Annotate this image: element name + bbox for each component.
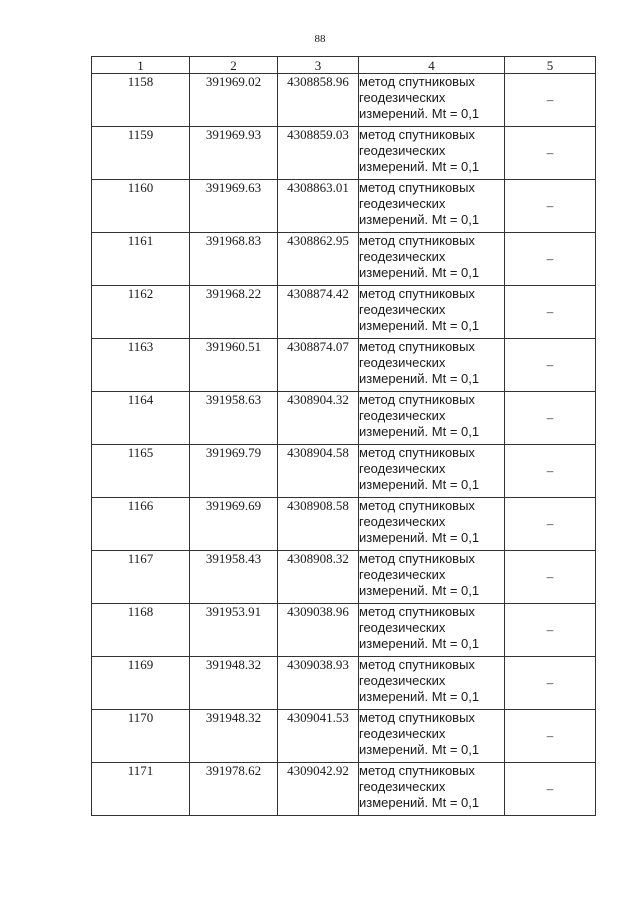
y-coordinate: 4308863.01 xyxy=(278,180,359,233)
y-coordinate: 4309042.92 xyxy=(278,763,359,816)
method-line: геодезических xyxy=(359,249,446,264)
point-number: 1159 xyxy=(92,127,190,180)
method-line: метод спутниковых xyxy=(359,498,475,513)
measurement-method xyxy=(359,392,505,445)
measurement-method xyxy=(359,763,505,816)
table-body xyxy=(92,74,596,816)
point-number: 1161 xyxy=(92,233,190,286)
measurement-method xyxy=(359,445,505,498)
method-line: геодезических xyxy=(359,90,446,105)
x-coordinate: 391953.91 xyxy=(190,604,278,657)
y-coordinate: 4308862.95 xyxy=(278,233,359,286)
table-row xyxy=(92,604,596,657)
method-line: геодезических xyxy=(359,620,446,635)
method-line: метод спутниковых xyxy=(359,233,475,248)
point-number: 1165 xyxy=(92,445,190,498)
note-value: – xyxy=(505,710,596,763)
method-line: геодезических xyxy=(359,408,446,423)
x-coordinate: 391968.83 xyxy=(190,233,278,286)
point-number: 1160 xyxy=(92,180,190,233)
measurement-method xyxy=(359,551,505,604)
method-line: метод спутниковых xyxy=(359,180,475,195)
method-line: измерений. Mt = 0,1 xyxy=(359,530,480,545)
point-number: 1158 xyxy=(92,74,190,127)
method-line: метод спутниковых xyxy=(359,763,475,778)
measurement-method xyxy=(359,233,505,286)
header-row xyxy=(92,57,596,74)
x-coordinate: 391978.62 xyxy=(190,763,278,816)
measurement-method xyxy=(359,74,505,127)
note-value: – xyxy=(505,339,596,392)
note-value: – xyxy=(505,74,596,127)
y-coordinate: 4308858.96 xyxy=(278,74,359,127)
note-value: – xyxy=(505,657,596,710)
note-value: – xyxy=(505,763,596,816)
note-value: – xyxy=(505,180,596,233)
method-line: геодезических xyxy=(359,143,446,158)
column-header-3: 3 xyxy=(278,57,359,74)
table-row xyxy=(92,233,596,286)
column-header-5: 5 xyxy=(505,57,596,74)
method-line: метод спутниковых xyxy=(359,445,475,460)
y-coordinate: 4309041.53 xyxy=(278,710,359,763)
point-number: 1170 xyxy=(92,710,190,763)
method-line: измерений. Mt = 0,1 xyxy=(359,159,480,174)
method-line: геодезических xyxy=(359,673,446,688)
x-coordinate: 391948.32 xyxy=(190,710,278,763)
method-line: метод спутниковых xyxy=(359,392,475,407)
method-line: измерений. Mt = 0,1 xyxy=(359,106,480,121)
method-line: метод спутниковых xyxy=(359,74,475,89)
x-coordinate: 391969.69 xyxy=(190,498,278,551)
y-coordinate: 4308908.32 xyxy=(278,551,359,604)
method-line: измерений. Mt = 0,1 xyxy=(359,583,480,598)
x-coordinate: 391969.93 xyxy=(190,127,278,180)
method-line: измерений. Mt = 0,1 xyxy=(359,212,480,227)
note-value: – xyxy=(505,233,596,286)
method-line: геодезических xyxy=(359,355,446,370)
table-row xyxy=(92,180,596,233)
measurement-method xyxy=(359,498,505,551)
y-coordinate: 4308904.58 xyxy=(278,445,359,498)
note-value: – xyxy=(505,604,596,657)
method-line: метод спутниковых xyxy=(359,657,475,672)
method-line: измерений. Mt = 0,1 xyxy=(359,318,480,333)
x-coordinate: 391968.22 xyxy=(190,286,278,339)
method-line: метод спутниковых xyxy=(359,127,475,142)
y-coordinate: 4309038.93 xyxy=(278,657,359,710)
method-line: измерений. Mt = 0,1 xyxy=(359,477,480,492)
method-line: метод спутниковых xyxy=(359,710,475,725)
point-number: 1162 xyxy=(92,286,190,339)
method-line: измерений. Mt = 0,1 xyxy=(359,371,480,386)
column-header-4: 4 xyxy=(359,57,505,74)
y-coordinate: 4308904.32 xyxy=(278,392,359,445)
table-row xyxy=(92,763,596,816)
method-line: геодезических xyxy=(359,567,446,582)
column-header-2: 2 xyxy=(190,57,278,74)
x-coordinate: 391969.79 xyxy=(190,445,278,498)
x-coordinate: 391969.63 xyxy=(190,180,278,233)
measurement-method xyxy=(359,339,505,392)
note-value: – xyxy=(505,392,596,445)
table-header xyxy=(92,57,596,74)
x-coordinate: 391948.32 xyxy=(190,657,278,710)
method-line: метод спутниковых xyxy=(359,604,475,619)
x-coordinate: 391958.63 xyxy=(190,392,278,445)
table-row xyxy=(92,74,596,127)
point-number: 1167 xyxy=(92,551,190,604)
measurement-method xyxy=(359,127,505,180)
y-coordinate: 4309038.96 xyxy=(278,604,359,657)
point-number: 1168 xyxy=(92,604,190,657)
method-line: геодезических xyxy=(359,302,446,317)
table-row xyxy=(92,339,596,392)
method-line: измерений. Mt = 0,1 xyxy=(359,265,480,280)
table-row xyxy=(92,127,596,180)
method-line: измерений. Mt = 0,1 xyxy=(359,424,480,439)
y-coordinate: 4308874.07 xyxy=(278,339,359,392)
note-value: – xyxy=(505,551,596,604)
method-line: геодезических xyxy=(359,461,446,476)
measurement-method xyxy=(359,286,505,339)
note-value: – xyxy=(505,498,596,551)
page-number: 88 xyxy=(314,33,326,45)
coordinates-table xyxy=(91,56,596,816)
method-line: геодезических xyxy=(359,514,446,529)
measurement-method xyxy=(359,710,505,763)
table-row xyxy=(92,551,596,604)
method-line: измерений. Mt = 0,1 xyxy=(359,795,480,810)
point-number: 1171 xyxy=(92,763,190,816)
column-header-1: 1 xyxy=(92,57,190,74)
method-line: геодезических xyxy=(359,196,446,211)
point-number: 1164 xyxy=(92,392,190,445)
method-line: измерений. Mt = 0,1 xyxy=(359,636,480,651)
measurement-method xyxy=(359,604,505,657)
method-line: метод спутниковых xyxy=(359,286,475,301)
x-coordinate: 391969.02 xyxy=(190,74,278,127)
point-number: 1166 xyxy=(92,498,190,551)
y-coordinate: 4308908.58 xyxy=(278,498,359,551)
table-row xyxy=(92,392,596,445)
table-row xyxy=(92,710,596,763)
x-coordinate: 391960.51 xyxy=(190,339,278,392)
point-number: 1163 xyxy=(92,339,190,392)
method-line: метод спутниковых xyxy=(359,551,475,566)
measurement-method xyxy=(359,180,505,233)
note-value: – xyxy=(505,127,596,180)
measurement-method xyxy=(359,657,505,710)
point-number: 1169 xyxy=(92,657,190,710)
method-line: измерений. Mt = 0,1 xyxy=(359,742,480,757)
method-line: геодезических xyxy=(359,779,446,794)
table-row xyxy=(92,445,596,498)
table-row xyxy=(92,498,596,551)
note-value: – xyxy=(505,445,596,498)
method-line: геодезических xyxy=(359,726,446,741)
x-coordinate: 391958.43 xyxy=(190,551,278,604)
table-row xyxy=(92,286,596,339)
note-value: – xyxy=(505,286,596,339)
method-line: метод спутниковых xyxy=(359,339,475,354)
method-line: измерений. Mt = 0,1 xyxy=(359,689,480,704)
y-coordinate: 4308859.03 xyxy=(278,127,359,180)
y-coordinate: 4308874.42 xyxy=(278,286,359,339)
table-row xyxy=(92,657,596,710)
